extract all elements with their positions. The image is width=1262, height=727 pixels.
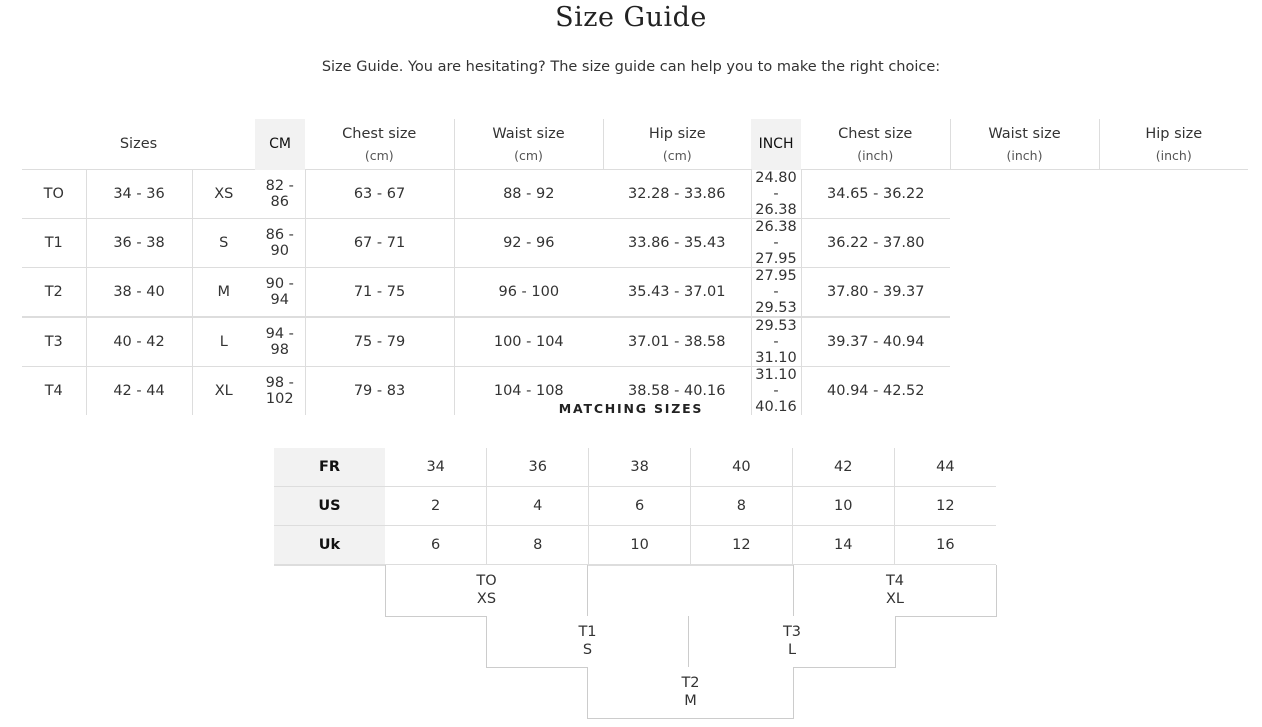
table-row xyxy=(22,218,1248,267)
size-cell: 40 xyxy=(690,448,792,487)
group-code: T4 xyxy=(885,573,905,589)
waist-cm: 71 - 75 xyxy=(305,267,454,317)
inch-band: INCH xyxy=(751,119,801,170)
waist-cm-header xyxy=(454,119,603,170)
header-label: Hip size xyxy=(648,125,706,142)
header-label: Hip size xyxy=(1145,125,1203,142)
size-cell: 4 xyxy=(487,487,589,526)
hip-inch: 37.80 - 39.37 xyxy=(801,267,950,317)
table-row xyxy=(22,267,1248,317)
size-cell: 44 xyxy=(894,448,996,487)
chest-cm: 90 - 94 xyxy=(255,267,305,317)
waist-inch: 24.80 - 26.38 xyxy=(751,170,801,219)
sizes-header: Sizes xyxy=(22,119,255,170)
waist-inch: 29.53 - 31.10 xyxy=(751,317,801,367)
size-cell: 38 xyxy=(589,448,691,487)
header-unit: (cm) xyxy=(662,147,692,163)
group-code: T2 xyxy=(681,675,700,691)
chest-cm: 98 - 102 xyxy=(255,366,305,415)
chest-cm: 94 - 98 xyxy=(255,317,305,367)
size-cell: 34 xyxy=(385,448,487,487)
header-unit: (inch) xyxy=(1006,147,1043,163)
chest-cm: 86 - 90 xyxy=(255,218,305,267)
size-group-t3-l xyxy=(688,616,896,668)
size-code: T2 xyxy=(22,267,86,317)
table-row xyxy=(22,170,1248,219)
waist-inch-header xyxy=(950,119,1099,170)
size-group-t2-m xyxy=(587,667,794,719)
group-letter: XS xyxy=(476,591,497,607)
size-cell: 14 xyxy=(792,526,894,566)
hip-inch: 40.94 - 42.52 xyxy=(827,382,925,399)
group-code: T3 xyxy=(782,624,802,640)
size-cell: 10 xyxy=(792,487,894,526)
waist-cm: 79 - 83 xyxy=(305,366,454,415)
size-group-t4-xl xyxy=(793,565,997,617)
size-cell: 2 xyxy=(385,487,487,526)
page-title: Size Guide xyxy=(555,2,707,33)
header-label: Chest size xyxy=(838,125,913,142)
hip-cm: 92 - 96 xyxy=(454,218,603,267)
size-code: T3 xyxy=(22,317,86,367)
row-label-fr: FR xyxy=(274,448,385,487)
table-row xyxy=(274,487,996,526)
group-code: T1 xyxy=(578,624,597,640)
size-cell: 8 xyxy=(690,487,792,526)
chest-inch: 35.43 - 37.01 xyxy=(603,267,751,317)
chest-inch-header xyxy=(801,119,950,170)
hip-inch: 36.22 - 37.80 xyxy=(801,218,950,267)
table-row xyxy=(274,526,996,566)
matching-sizes-table xyxy=(274,448,996,566)
group-letter: L xyxy=(787,642,797,658)
letter-size: S xyxy=(192,218,255,267)
chest-cm: 82 - 86 xyxy=(255,170,305,219)
size-cell: 12 xyxy=(690,526,792,566)
size-code: T1 xyxy=(22,218,86,267)
group-letter: XL xyxy=(885,591,904,607)
size-group-t1-s xyxy=(486,616,689,668)
chest-cm-header xyxy=(305,119,454,170)
chest-inch: 37.01 - 38.58 xyxy=(603,317,751,367)
size-cell: 42 xyxy=(792,448,894,487)
waist-cm: 75 - 79 xyxy=(305,317,454,367)
row-label-us: US xyxy=(274,487,385,526)
size-table xyxy=(22,119,1248,415)
table-row xyxy=(22,317,1248,367)
letter-size: XS xyxy=(192,170,255,219)
header-unit: (cm) xyxy=(364,147,394,163)
header-unit: (cm) xyxy=(514,147,543,163)
waist-cm: 67 - 71 xyxy=(305,218,454,267)
waist-inch: 26.38 - 27.95 xyxy=(751,218,801,267)
hip-inch: 34.65 - 36.22 xyxy=(801,170,950,219)
chest-inch: 32.28 - 33.86 xyxy=(603,170,751,219)
fr-range: 40 - 42 xyxy=(86,317,192,367)
size-code: TO xyxy=(22,170,86,219)
table-row xyxy=(274,448,996,487)
group-letter: S xyxy=(582,642,593,658)
chest-inch: 33.86 - 35.43 xyxy=(603,218,751,267)
fr-range: 34 - 36 xyxy=(86,170,192,219)
size-cell: 16 xyxy=(894,526,996,566)
group-letter: M xyxy=(684,693,697,709)
size-code: T4 xyxy=(22,366,86,415)
letter-size: L xyxy=(192,317,255,367)
size-cell: 6 xyxy=(385,526,487,566)
letter-size: M xyxy=(192,267,255,317)
hip-cm: 88 - 92 xyxy=(454,170,603,219)
size-cell: 36 xyxy=(487,448,589,487)
size-table-header-row xyxy=(22,119,1248,170)
hip-inch: 39.37 - 40.94 xyxy=(801,317,950,367)
hip-cm-header xyxy=(603,119,751,170)
waist-cm: 63 - 67 xyxy=(305,170,454,219)
hip-inch-header xyxy=(1099,119,1248,170)
letter-size: XL xyxy=(214,382,233,399)
waist-inch: 27.95 - 29.53 xyxy=(751,267,801,317)
waist-inch: 31.10 - 40.16 xyxy=(751,366,801,415)
cm-band: CM xyxy=(255,119,305,170)
size-group-to-xs xyxy=(385,565,588,617)
size-cell: 10 xyxy=(589,526,691,566)
size-cell: 12 xyxy=(894,487,996,526)
size-cell: 6 xyxy=(589,487,691,526)
size-cell: 8 xyxy=(487,526,589,566)
header-label: Chest size xyxy=(342,125,417,142)
header-label: Waist size xyxy=(492,125,565,142)
fr-range: 36 - 38 xyxy=(86,218,192,267)
header-label: Waist size xyxy=(988,125,1061,142)
hip-cm: 104 - 108 xyxy=(493,382,564,399)
hip-cm: 100 - 104 xyxy=(454,317,603,367)
page-subtitle: Size Guide. You are hesitating? The size guide can help you to make the right choice: xyxy=(321,59,941,75)
fr-range: 38 - 40 xyxy=(86,267,192,317)
matching-sizes-heading: MATCHING SIZES xyxy=(558,401,704,416)
header-unit: (inch) xyxy=(857,147,894,163)
group-code: TO xyxy=(476,573,497,589)
chest-inch: 38.58 - 40.16 xyxy=(603,366,751,415)
header-unit: (inch) xyxy=(1155,147,1192,163)
row-label-uk: Uk xyxy=(274,526,385,566)
hip-cm: 96 - 100 xyxy=(454,267,603,317)
fr-range: 42 - 44 xyxy=(86,366,192,415)
